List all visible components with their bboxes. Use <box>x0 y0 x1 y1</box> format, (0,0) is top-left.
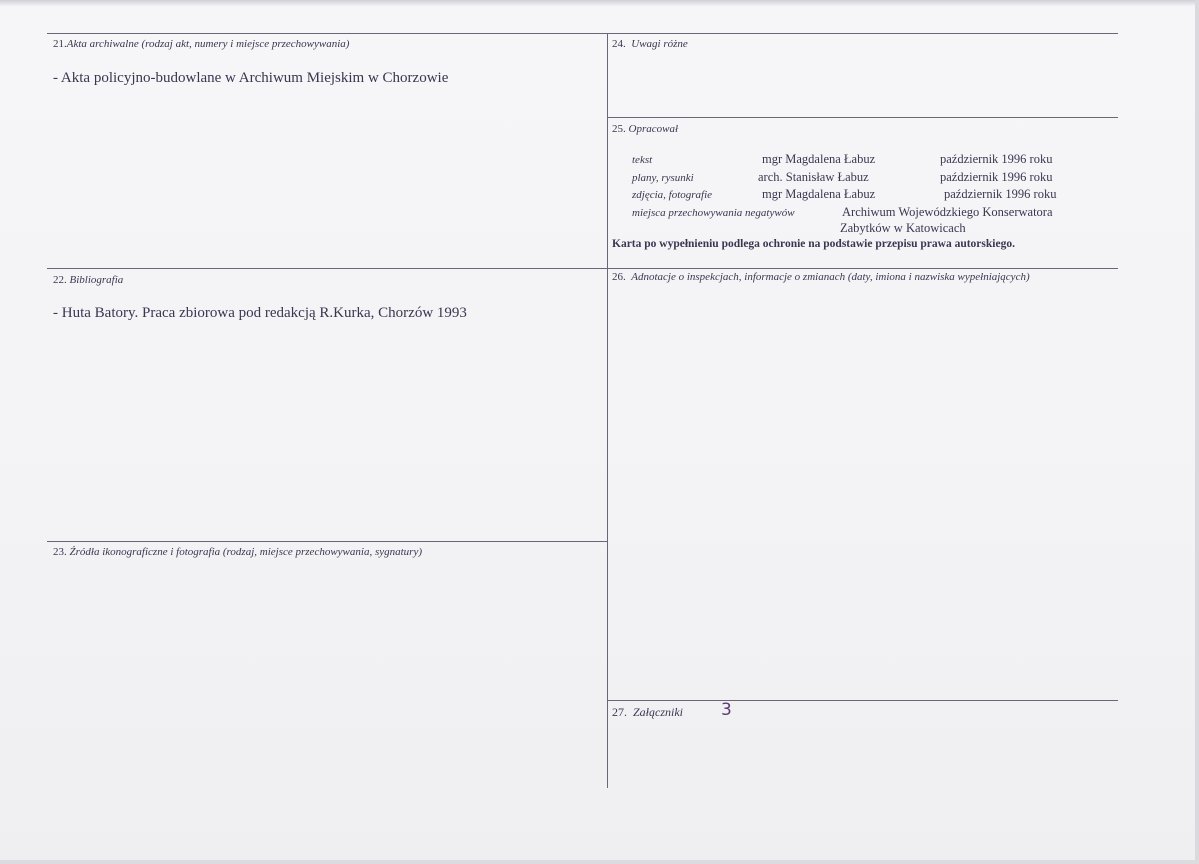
section-21-title: Akta archiwalne (rodzaj akt, numery i miejsce przechowywania) <box>66 38 350 50</box>
paper-bottom-edge <box>0 860 1199 864</box>
author-date: październik 1996 roku <box>940 170 1053 184</box>
negatives-row <box>632 205 795 220</box>
author-person: mgr Magdalena Łabuz <box>762 187 876 201</box>
section-26-title: Adnotacje o inspekcjach, informacje o zmianach (daty, imiona i nazwiska wypełniających) <box>631 271 1030 283</box>
section-23-label <box>53 546 422 558</box>
section-27-title: Załączniki <box>633 705 683 719</box>
rule-24-25 <box>607 117 1118 118</box>
author-role: tekst <box>632 154 653 166</box>
rule-21-22 <box>47 268 1118 269</box>
section-22-content: - Huta Batory. Praca zbiorowa pod redakcją R.Kurka, Chorzów 1993 <box>53 305 467 321</box>
top-rule <box>47 33 1118 34</box>
section-25-label <box>612 123 678 135</box>
attachments-count: 3 <box>721 700 732 720</box>
author-row <box>632 187 712 202</box>
section-24-title: Uwagi różne <box>631 38 688 50</box>
rule-26-27 <box>607 700 1118 701</box>
author-role: zdjęcia, fotografie <box>632 189 713 201</box>
section-25-title: Opracował <box>628 123 678 135</box>
negatives-place-line1: Archiwum Wojewódzkiego Konserwatora <box>842 205 1053 219</box>
author-date: październik 1996 roku <box>940 152 1053 166</box>
center-divider <box>607 33 608 788</box>
paper-top-shadow <box>0 0 1199 6</box>
author-role: plany, rysunki <box>632 172 694 184</box>
section-22-number: 22. <box>53 274 67 286</box>
author-row <box>632 152 652 167</box>
section-22-label <box>53 274 123 286</box>
section-21-label <box>53 38 349 50</box>
section-21-content: - Akta policyjno-budowlane w Archiwum Miejskim w Chorzowie <box>53 70 449 86</box>
rule-22-23 <box>47 541 607 542</box>
section-27-number: 27. <box>612 705 627 719</box>
negatives-role: miejsca przechowywania negatywów <box>632 207 795 219</box>
author-person: arch. Stanisław Łabuz <box>758 170 869 184</box>
paper-right-edge <box>1195 0 1199 864</box>
section-23-number: 23. <box>53 546 67 558</box>
section-23-title: Źródła ikonograficzne i fotografia (rodzaj, miejsce przechowywania, sygnatury) <box>69 546 422 558</box>
author-person: mgr Magdalena Łabuz <box>762 152 876 166</box>
section-26-label <box>612 271 1030 283</box>
section-25-number: 25. <box>612 123 626 135</box>
section-22-title: Bibliografia <box>69 274 124 286</box>
author-date: październik 1996 roku <box>944 187 1057 201</box>
section-24-label <box>612 38 688 50</box>
section-27-label <box>612 705 683 720</box>
section-24-number: 24. <box>612 38 626 50</box>
section-21-number: 21. <box>53 38 67 50</box>
negatives-place-line2: Zabytków w Katowicach <box>840 221 966 235</box>
author-row <box>632 170 694 185</box>
copyright-note: Karta po wypełnieniu podlega ochronie na podstawie przepisu prawa autorskiego. <box>612 238 1015 250</box>
section-26-number: 26. <box>612 271 626 283</box>
